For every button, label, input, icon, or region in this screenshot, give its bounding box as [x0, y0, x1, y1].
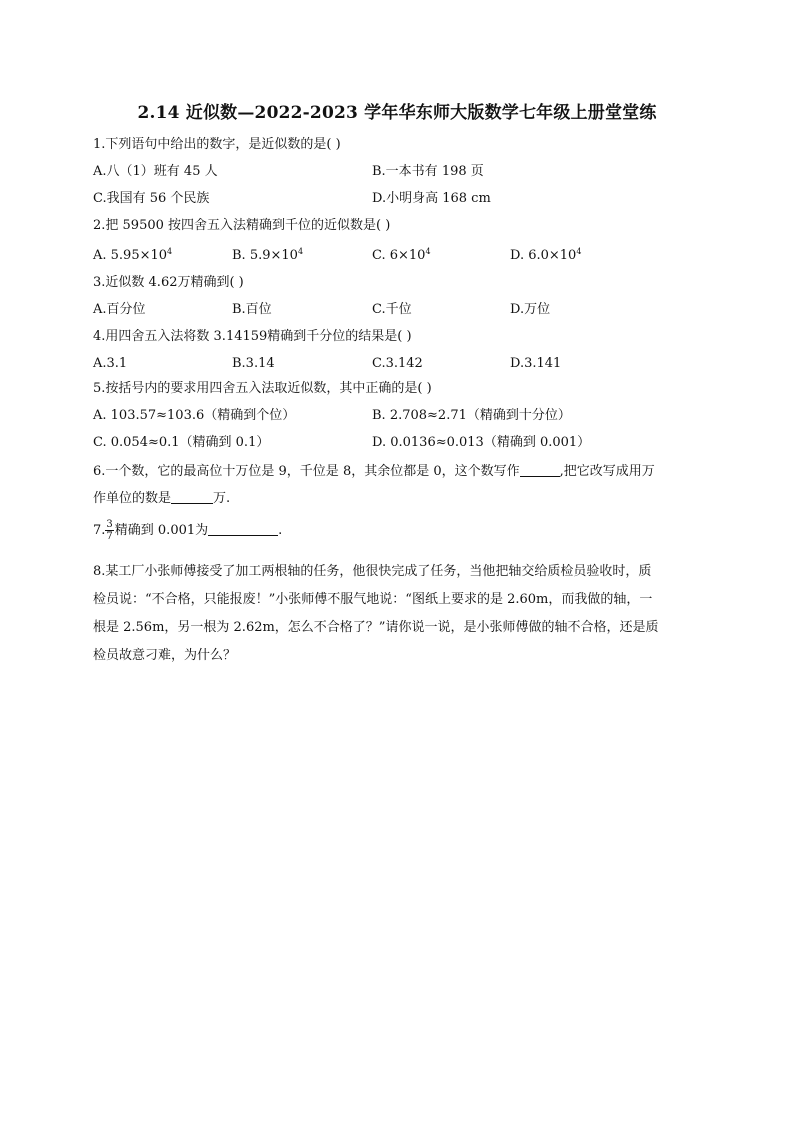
question-3-option-c: C.千位 [372, 302, 412, 317]
question-8-line-2: 检员说：“不合格，只能报废！”小张师傅不服气地说：“图纸上要求的是 2.60m，而我做的轴，一 [93, 592, 653, 607]
answer-blank [208, 522, 278, 536]
question-8-line-1: 8.某工厂小张师傅接受了加工两根轴的任务，他很快完成了任务，当他把轴交给质检员验收时，质 [93, 564, 652, 579]
question-1-option-c: C.我国有 56 个民族 [93, 191, 210, 206]
question-2-option-b: B. $5.9\times 10^4$ [232, 247, 304, 263]
question-3-stem: 3.近似数 4.62万精确到( ) [93, 275, 244, 290]
question-6-line-1: 6.一个数，它的最高位十万位是 9，千位是 8，其余位都是 0，这个数写作 ,把它改写成用万 [93, 464, 655, 479]
question-8 [93, 558, 703, 670]
question-2-stem: 2.把 59500 按四舍五入法精确到千位的近似数是( ) [93, 218, 391, 233]
fraction: $\frac{3}{7}$ [106, 519, 113, 542]
question-5-option-c: C. 0.054≈0.1（精确到 0.1） [93, 435, 270, 450]
question-2-option-c: C. $6\times 10^4$ [372, 247, 431, 263]
question-7: 7. $\frac{3}{7}$ 精确到 0.001为 . [93, 519, 283, 542]
answer-blank [520, 463, 560, 477]
question-4-option-d: D.3.141 [510, 356, 562, 371]
question-5-option-b: B. 2.708≈2.71（精确到十分位） [372, 408, 571, 423]
answer-blank [171, 490, 213, 504]
question-4-option-a: A.3.1 [93, 356, 128, 371]
question-1-option-d: D.小明身高 168 cm [372, 191, 491, 206]
question-3-option-b: B.百位 [232, 302, 272, 317]
page-title: 2.14 近似数—2022-2023 学年华东师大版数学七年级上册堂堂练 [137, 103, 657, 123]
question-1-option-b: B.一本书有 198 页 [372, 164, 484, 179]
question-5-option-d: D. 0.0136≈0.013（精确到 0.001） [372, 435, 591, 450]
question-5-stem: 5.按括号内的要求用四舍五入法取近似数，其中正确的是( ) [93, 381, 432, 396]
question-2-option-a: A. $5.95\times 10^4$ [93, 247, 173, 263]
question-1-stem: 1.下列语句中给出的数字，是近似数的是( ) [93, 137, 341, 152]
question-4-option-c: C.3.142 [372, 356, 423, 371]
question-5-option-a: A. 103.57≈103.6（精确到个位） [93, 408, 296, 423]
question-8-line-4: 检员故意刁难，为什么？ [93, 648, 237, 663]
question-4-stem: 4.用四舍五入法将数 3.14159精确到千分位的结果是( ) [93, 329, 412, 344]
question-8-line-3: 根是 2.56m，另一根为 2.62m，怎么不合格了？”请你说一说，是小张师傅做的轴不合格，还是质 [93, 620, 659, 635]
question-2-option-d: D. $6.0\times 10^4$ [510, 247, 582, 263]
question-1-option-a: A.八（1）班有 45 人 [93, 164, 218, 179]
question-4-option-b: B.3.14 [232, 356, 275, 371]
question-3-option-a: A.百分位 [93, 302, 146, 317]
question-3-option-d: D.万位 [510, 302, 551, 317]
question-6-line-2: 作单位的数是 万. [93, 491, 231, 506]
